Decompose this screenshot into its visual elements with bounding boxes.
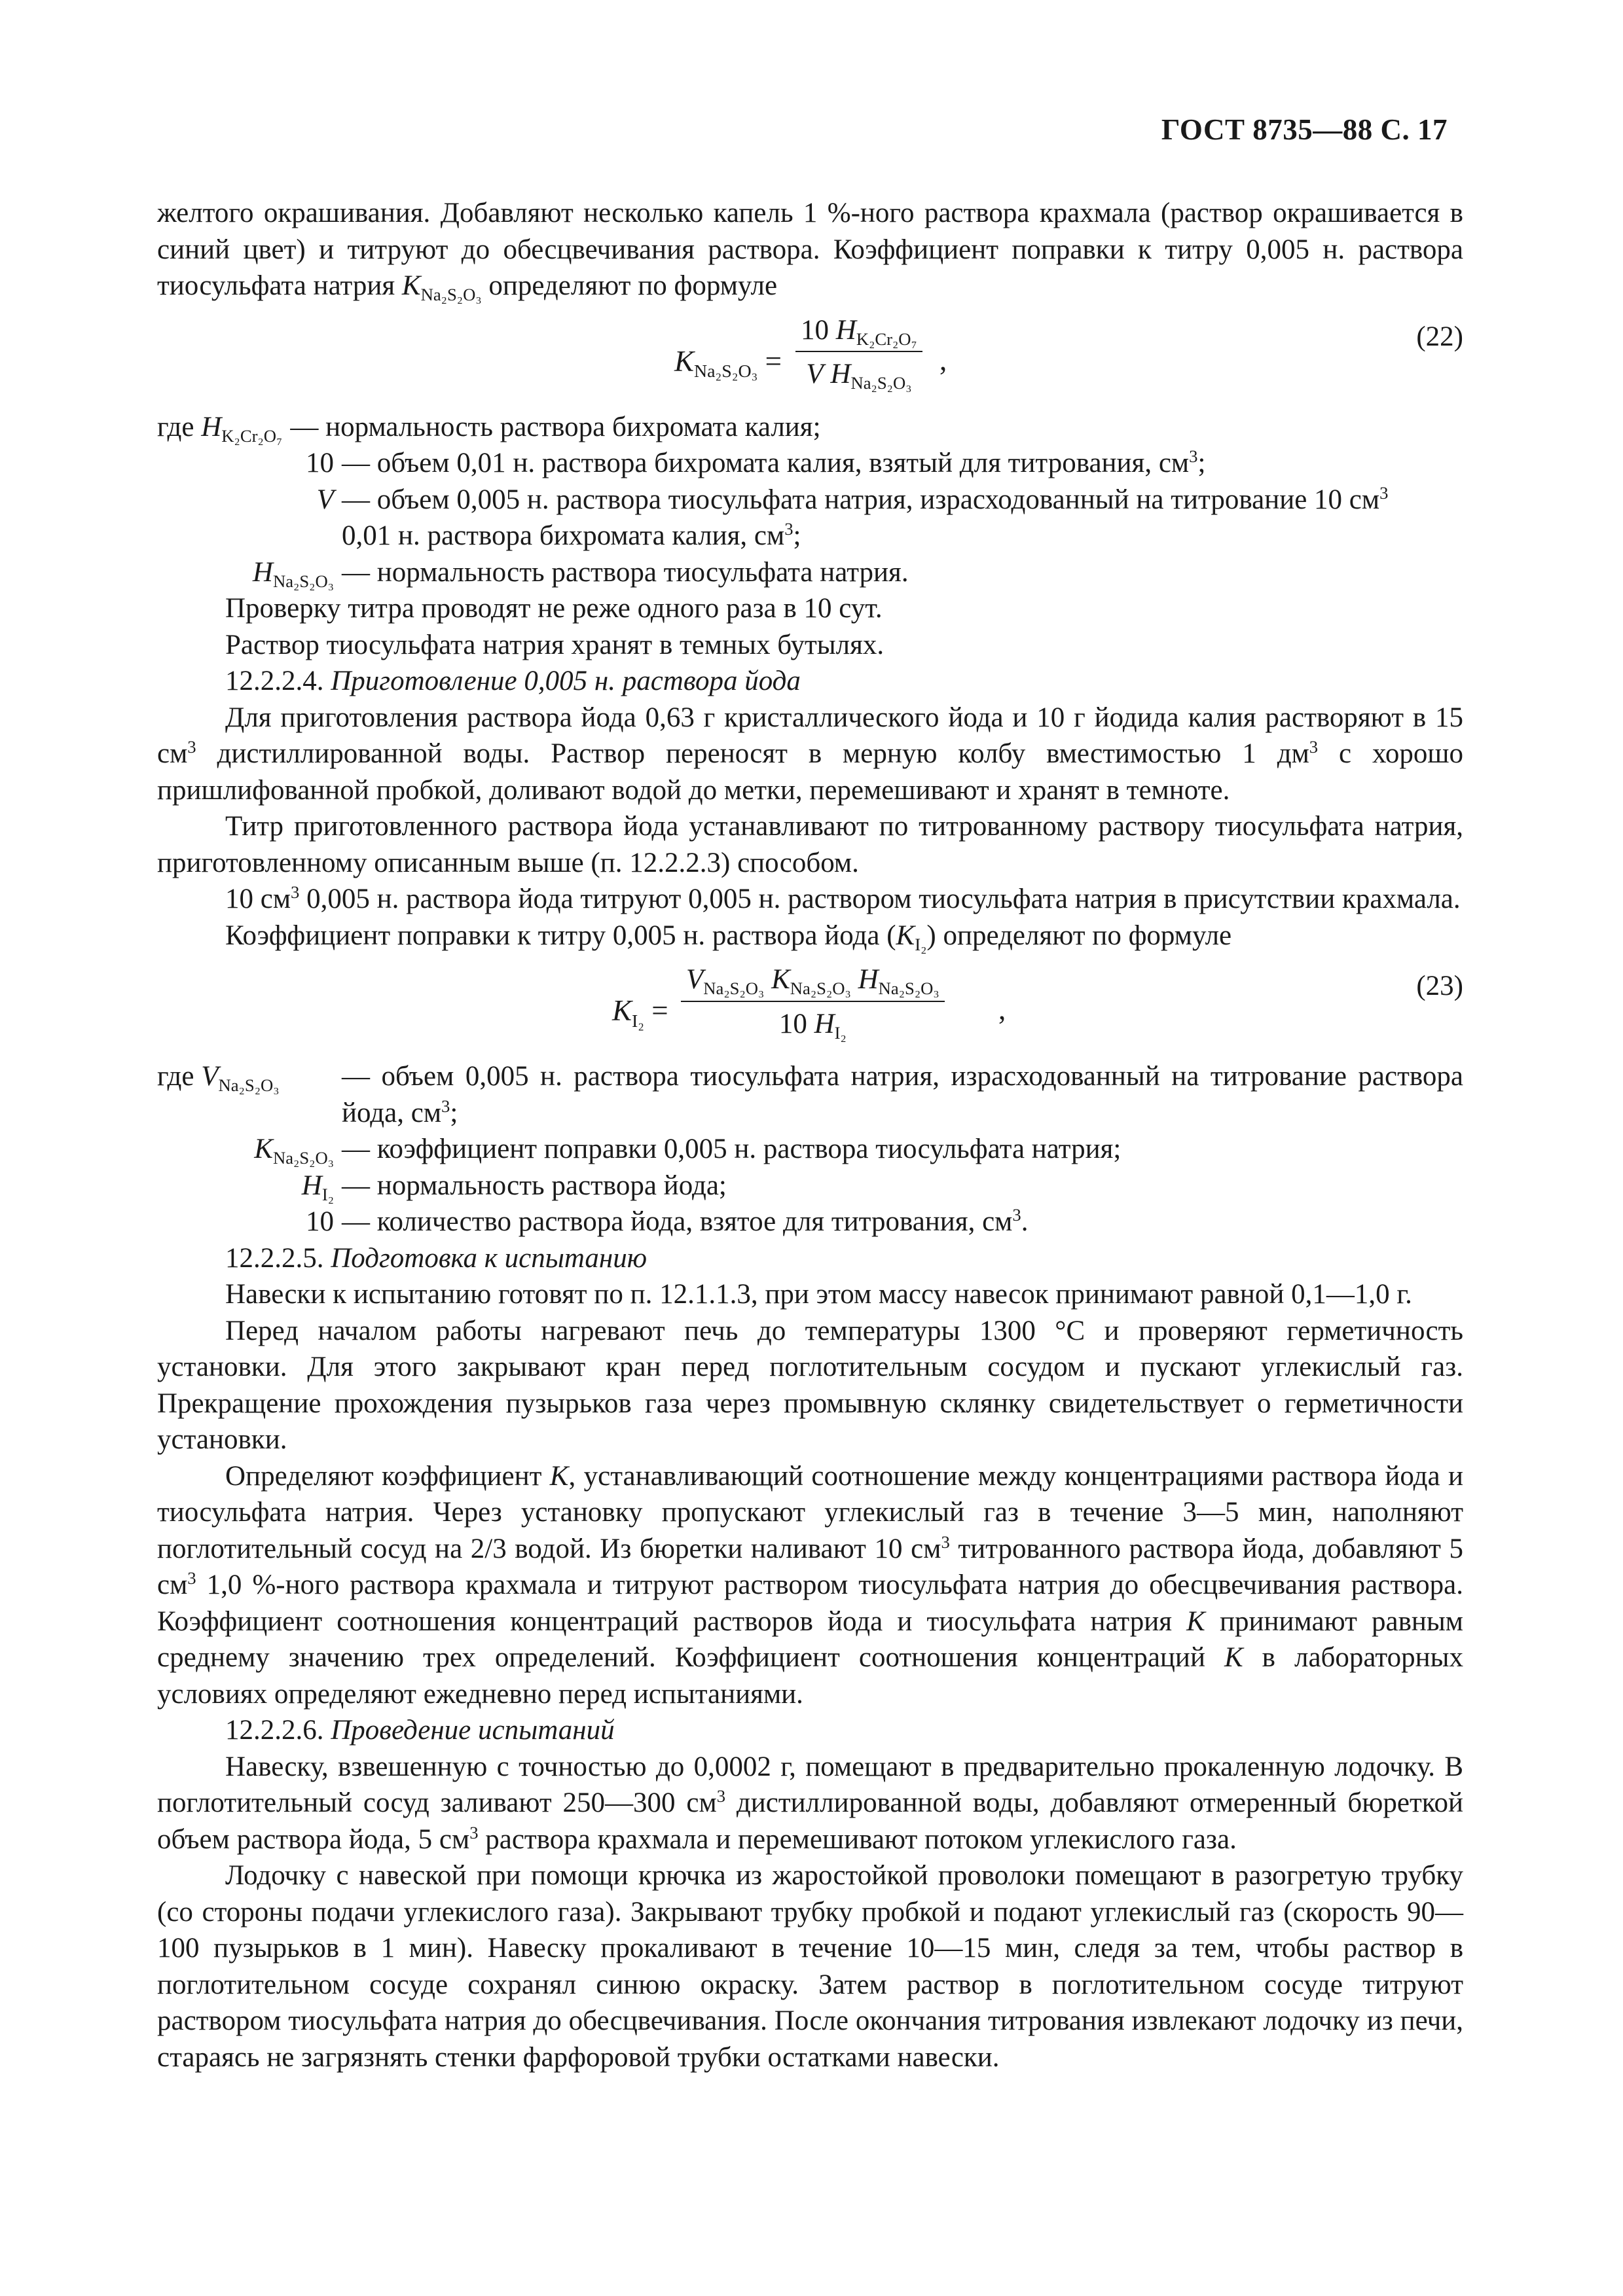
definition-row: $H_{I_2}$ — нормальность раствора йода; bbox=[301, 1170, 727, 1204]
paragraph: Для приготовления раствора йода 0,63 г кристаллического йода и 10 г йодида калия растворяют в 15 $см^3$ дистиллированной воды. Раствор переносят в мерную колбу вместимостью 1 $дм^3$ с хорошо пришлифованной пробкой, доливают водой до метки, перемешивают и хранят в темноте. bbox=[157, 702, 1463, 806]
document-body bbox=[157, 195, 1463, 2075]
paragraph: 10 $см^3$ 0,005 н. раствора йода титруют 0,005 н. раствором тиосульфата натрия в присутствии крахмала. bbox=[225, 882, 1461, 914]
formula-22-denominator: V $H_{Na_2S_2O_3}$ bbox=[806, 359, 912, 393]
section-heading-12-2-2-4: 12.2.2.4. Приготовление 0,005 н. раствора йода bbox=[225, 666, 801, 696]
paragraph-intro: желтого окрашивания. Добавляют несколько капель 1 %-ного раствора крахмала (раствор окрашивается в синий цвет) и титруют до обесцвечивания раствора. Коэффициент поправки к титру 0,005 н. раствора тиосульфата натрия $K_{Na_2S_2O_3}$ определяют по формуле bbox=[157, 198, 1463, 305]
paragraph: Коэффициент поправки к титру 0,005 н. раствора йода $(K_{I_2})$ определяют по формуле bbox=[225, 920, 1232, 954]
section-heading-12-2-2-6: 12.2.2.6. Проведение испытаний bbox=[225, 1715, 615, 1746]
formula-23-numerator: $V_{Na_2S_2O_3}$ $K_{Na_2S_2O_3}$ $H_{Na_2S_2O_3}$ bbox=[686, 964, 939, 999]
definition-row: 10 — количество раствора йода, взятое для титрования, $см^3$. bbox=[306, 1205, 1029, 1237]
formula-23-denominator: 10 $H_{I_2}$ bbox=[778, 1008, 847, 1043]
formula-22-numerator: 10 $H_{K_2Cr_2O_7}$ bbox=[801, 314, 917, 349]
definitions-23 bbox=[157, 1058, 1463, 1240]
equation-number-23: (23) bbox=[1416, 971, 1463, 1001]
page-header: ГОСТ 8735—88 С. 17 bbox=[1161, 113, 1448, 146]
equation-number-22: (22) bbox=[1416, 321, 1463, 352]
paragraph: Навески к испытанию готовят по п. 12.1.1.3, при этом массу навесок принимают равной 0,1—1,0 г. bbox=[225, 1279, 1412, 1310]
definition-row: $K_{Na_2S_2O_3}$ — коэффициент поправки 0,005 н. раствора тиосульфата натрия; bbox=[254, 1134, 1122, 1168]
definition-row: где $H_{K_2Cr_2O_7}$ — нормальность раствора бихромата калия; bbox=[157, 411, 821, 446]
paragraph: Определяют коэффициент K, устанавливающий соотношение между концентрациями раствора йода и тиосульфата натрия. Через установку пропускают углекислый газ в течение 3—5 мин, наполняют поглотительный сосуд на 2/3 водой. Из бюретки наливают 10 $см^3$ титрованного раствора йода, добавляют 5 $см^3$ 1,0 %-ного раствора крахмала и титруют раствором тиосульфата натрия до обесцвечивания раствора. Коэффициент соотношения концентраций растворов йода и тиосульфата натрия K принимают равным среднему значению трех определений. Коэффициент соотношения концентраций K в лабораторных условиях определяют ежедневно перед испытаниями. bbox=[157, 1460, 1464, 1710]
paragraph: Перед началом работы нагревают печь до температуры 1300 °С и проверяют герметичность установки. Для этого закрывают кран перед поглотительным сосудом и пускают углекислый газ. Прекращение прохождения пузырьков газа через промывную склянку свидетельствует о герметичности установки. bbox=[157, 1315, 1463, 1455]
formula-23-fraction bbox=[681, 961, 945, 1042]
paragraph: Навеску, взвешенную с точностью до 0,0002 г, помещают в предварительно прокаленную лодочку. В поглотительный сосуд заливают 250—300 $см^3$ дистиллированной воды, добавляют отмеренный бюреткой объем раствора йода, 5 $см^3$ раствора крахмала и перемешивают потоком углекислого газа. bbox=[157, 1751, 1463, 1855]
formula-22: $K_{Na_2S_2O_3}$ = 10 $H_{K_2Cr_2O_7}$ V $H_{Na_2S_2O_3}$ , (22) bbox=[157, 312, 1463, 404]
formula-22-lhs: $K_{Na_2S_2O_3}$ = bbox=[674, 344, 782, 382]
definition-continuation: 0,01 н. раствора бихромата калия, $см^3$; bbox=[342, 519, 801, 551]
definition-row: 10 — объем 0,01 н. раствора бихромата калия, взятый для титрования, $см^3$; bbox=[306, 446, 1206, 478]
definition-row: где $V_{Na_2S_2O_3}$ — объем 0,005 н. раствора тиосульфата натрия, израсходованный на титрование раствора йода, $см^3$; bbox=[157, 1061, 1463, 1128]
definition-row: $H_{Na_2S_2O_3}$ — нормальность раствора тиосульфата натрия. bbox=[252, 556, 909, 591]
paragraph: Лодочку с навеской при помощи крючка из жаростойкой проволоки помещают в разогретую трубку (со стороны подачи углекислого газа). Закрывают трубку пробкой и подают углекислый газ (скорость 90—100 пузырьков в 1 мин). Навеску прокаливают в течение 10—15 мин, следя за тем, чтобы раствор в поглотительном сосуде сохранял синюю окраску. Затем раствор в поглотительном сосуде титруют раствором тиосульфата натрия до обесцвечивания. После окончания титрования извлекают лодочку из печи, стараясь не загрязнять стенки фарфоровой трубки остатками навески. bbox=[157, 1860, 1463, 2073]
paragraph: Проверку титра проводят не реже одного раза в 10 сут. bbox=[225, 593, 883, 624]
formula-22-fraction bbox=[795, 312, 922, 393]
section-heading-12-2-2-5: 12.2.2.5. Подготовка к испытанию bbox=[225, 1242, 647, 1274]
formula-23: $K_{I_2}$ = $V_{Na_2S_2O_3}$ $K_{Na_2S_2O_3}$ $H_{Na_2S_2O_3}$ 10 $H_{I_2}$ , (23) bbox=[157, 961, 1463, 1053]
paragraph: Титр приготовленного раствора йода устанавливают по титрованному раствору тиосульфата натрия, приготовленному описанным выше (п. 12.2.2.3) способом. bbox=[157, 811, 1463, 878]
formula-23-lhs: $K_{I_2}$ = bbox=[612, 994, 668, 1031]
paragraph: Раствор тиосульфата натрия хранят в темных бутылях. bbox=[225, 629, 884, 660]
definition-row: V — объем 0,005 н. раствора тиосульфата натрия, израсходованный на титрование 10 $см^3$ bbox=[316, 482, 1389, 515]
definitions-22 bbox=[157, 409, 1463, 591]
